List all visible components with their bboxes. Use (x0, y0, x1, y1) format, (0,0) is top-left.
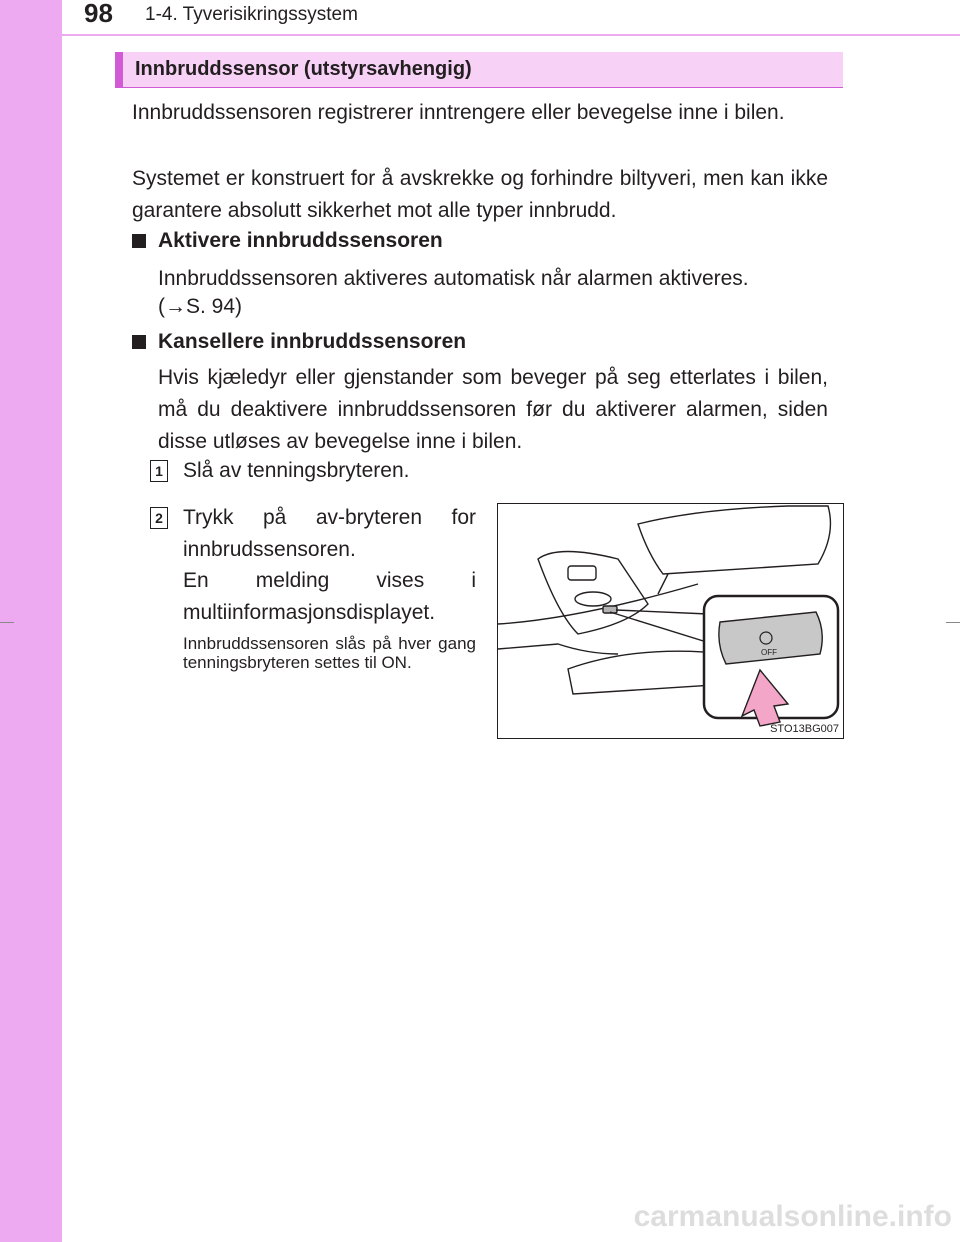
activate-page-ref: (→S. 94) (158, 295, 243, 318)
console-body (538, 552, 648, 635)
callout-line (616, 610, 708, 614)
step-2-text: Trykk på av-bryteren for innbrudssensoren. (183, 506, 476, 561)
figure-overhead-console (497, 503, 844, 739)
roof-line (498, 644, 618, 654)
callout-line (610, 612, 713, 644)
step-number-2: 2 (150, 507, 168, 529)
header-rule (62, 34, 960, 36)
step-2-small-note: Innbruddssensoren slås på hver gang tenningsbryteren settes til ON. (183, 634, 476, 672)
console-button (568, 566, 596, 580)
off-switch-small (603, 606, 617, 613)
section-title: Innbruddssensor (utstyrsavhengig) (135, 58, 472, 80)
step-number-1: 1 (150, 460, 168, 482)
cancel-text: Hvis kjæledyr eller gjenstander som beveger på seg etterlates i bilen, må du deaktivere innbruddssensoren før du aktiverer alarmen, siden disse utløses av bevegelse inne i bilen. (158, 366, 828, 453)
intro-paragraph-1: Innbruddssensoren registrerer inntrengere eller bevegelse inne i bilen. (132, 101, 785, 124)
bullet-square-icon (132, 335, 146, 349)
roof-line (658, 574, 668, 594)
intro-paragraph-2: Systemet er konstruert for å avskrekke og forhindre biltyveri, men kan ikke garantere absolutt sikkerhet mot alle typer innbrudd. (132, 167, 828, 222)
console-lamp (575, 592, 611, 606)
bullet-square-icon (132, 234, 146, 248)
cancel-heading: Kansellere innbruddssensoren (158, 330, 467, 353)
chapter-title: 1-4. Tyverisikringssystem (145, 4, 358, 25)
activate-text: Innbruddssensoren aktiveres automatisk når alarmen aktiveres. (158, 267, 749, 290)
sunvisor-shape (638, 506, 830, 574)
page-number: 98 (84, 0, 113, 28)
watermark: carmanualsonline.info (633, 1200, 952, 1233)
step-2-note: En melding vises i multiinformasjonsdisplayet. (183, 569, 476, 624)
roof-line (498, 584, 698, 624)
page-sidebar-band (0, 0, 62, 1242)
overhead-console-illustration (498, 504, 843, 738)
off-button-label: OFF (761, 648, 777, 657)
section-title-bar (115, 52, 843, 88)
crop-mark-left (0, 622, 14, 623)
activate-heading: Aktivere innbruddssensoren (158, 229, 443, 252)
crop-mark-right (946, 622, 960, 623)
step-1-text: Slå av tenningsbryteren. (183, 459, 410, 482)
figure-code: STO13BG007 (770, 723, 839, 735)
